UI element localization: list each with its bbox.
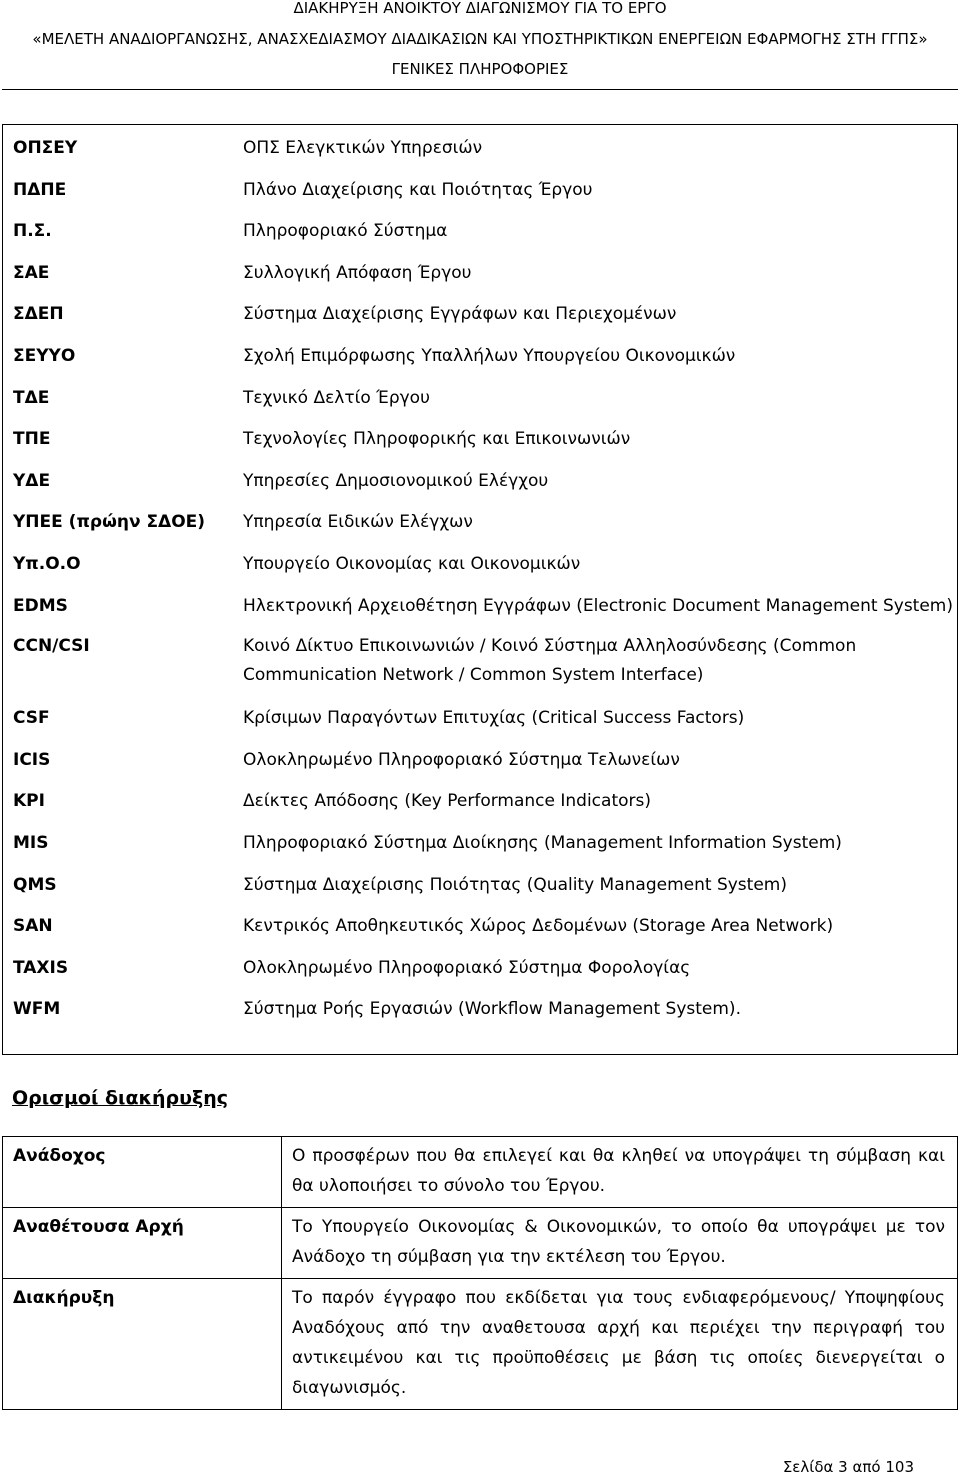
abbreviation-row [3,262,958,304]
abbreviation-meaning-text: Κρίσιμων Παραγόντων Επιτυχίας (Critical Success Factors) [243,708,745,729]
abbreviation-meaning-text: Σχολή Επιμόρφωσης Υπαλλήλων Υπουργείου Οικονομικών [243,345,736,366]
abbreviation-term-text: ΥΠΕΕ (πρώην ΣΔΟΕ) [13,512,206,533]
abbreviation-term-text: CSF [13,708,50,729]
definitions-title: Ορισμοί διακήρυξης [12,1087,228,1109]
abbreviation-term-text: SAN [13,916,53,937]
abbreviation-row [3,832,958,874]
abbreviation-meaning [231,428,958,470]
abbreviation-term [3,179,232,221]
abbreviation-meaning-text: Σύστημα Διαχείρισης Εγγράφων και Περιεχομένων [243,304,677,325]
abbreviation-meaning [231,790,958,832]
abbreviation-row [3,387,958,429]
abbreviation-meaning [231,125,958,179]
abbreviation-meaning [231,595,958,637]
abbreviation-meaning-text: Ολοκληρωμένο Πληροφοριακό Σύστημα Φορολογίας [243,957,691,978]
abbreviation-term [3,707,232,749]
abbreviation-row [3,749,958,791]
abbreviation-row [3,595,958,637]
abbreviation-term [3,874,232,916]
abbreviation-meaning [231,998,958,1054]
abbreviation-term-text: QMS [13,874,57,895]
abbreviation-term-text: KPI [13,791,45,812]
abbreviation-term-text: MIS [13,832,49,853]
abbreviation-meaning [231,387,958,429]
abbreviations-table [2,124,958,1055]
abbreviation-meaning-text: Ηλεκτρονική Αρχειοθέτηση Εγγράφων (Electronic Document Management System) [243,595,953,616]
abbreviation-term-text: ICIS [13,749,51,770]
abbreviation-term-text: ΣΔΕΠ [13,304,64,325]
abbreviation-meaning-text: Σύστημα Ροής Εργασιών (Workflow Management System). [243,999,741,1020]
abbreviation-row [3,874,958,916]
abbreviation-meaning [231,636,958,707]
abbreviation-term [3,262,232,304]
abbreviation-term [3,749,232,791]
abbreviation-term-text: ΤΔΕ [13,387,50,408]
abbreviation-meaning [231,957,958,999]
abbreviation-term-text: Υπ.Ο.Ο [13,553,81,574]
header-line-2: «ΜΕΛΕΤΗ ΑΝΑΔΙΟΡΓΑΝΩΣΗΣ, ΑΝΑΣΧΕΔΙΑΣΜΟΥ ΔΙΑΔΙΚΑΣΙΩΝ ΚΑΙ ΥΠΟΣΤΗΡΙΚΤΙΚΩΝ ΕΝΕΡΓΕΙΩΝ ΕΦΑΡΜΟΓΗΣ ΣΤΗ ΓΓΠΣ» [32,30,928,48]
abbreviation-row [3,125,958,179]
abbreviation-row [3,303,958,345]
abbreviation-term-text: EDMS [13,595,68,616]
abbreviation-term-text: WFM [13,999,61,1020]
abbreviation-row [3,915,958,957]
abbreviation-term [3,636,232,707]
abbreviation-term [3,790,232,832]
abbreviation-term [3,957,232,999]
abbreviation-row [3,470,958,512]
header-divider [2,89,958,90]
abbreviation-term-text: ΠΔΠΕ [13,179,67,200]
abbreviation-meaning [231,874,958,916]
definition-term: Διακήρυξη [3,1279,282,1410]
abbreviation-row [3,998,958,1054]
definitions-table [2,1136,958,1410]
abbreviation-meaning-text: Κεντρικός Αποθηκευτικός Χώρος Δεδομένων (Storage Area Network) [243,916,834,937]
abbreviation-meaning-text: Πληροφοριακό Σύστημα Διοίκησης (Management Information System) [243,832,842,853]
abbreviation-meaning [231,553,958,595]
abbreviation-term-text: CCN/CSI [13,636,90,657]
abbreviation-row [3,790,958,832]
abbreviation-row [3,220,958,262]
abbreviation-row [3,636,958,707]
abbreviation-meaning-text: Κοινό Δίκτυο Επικοινωνιών / Κοινό Σύστημα Αλληλοσύνδεσης (Common Communication Network / Common System Interface) [243,636,857,686]
abbreviation-term [3,511,232,553]
abbreviation-meaning [231,345,958,387]
definition-row [3,1208,958,1279]
abbreviation-meaning-text: Υπουργείο Οικονομίας και Οικονομικών [243,553,581,574]
abbreviation-term [3,915,232,957]
definition-text: Το Υπουργείο Οικονομίας & Οικονομικών, το οποίο θα υπογράψει με τον Ανάδοχο τη σύμβαση για την εκτέλεση του Έργου. [282,1208,958,1279]
abbreviation-row [3,707,958,749]
definition-term: Αναθέτουσα Αρχή [3,1208,282,1279]
abbreviation-term-text: ΣΕΥΥΟ [13,345,76,366]
abbreviation-term-text: ΟΠΣΕΥ [13,138,78,158]
abbreviation-meaning [231,220,958,262]
abbreviation-meaning-text: Τεχνικό Δελτίο Έργου [243,387,430,408]
definition-row [3,1137,958,1208]
abbreviation-meaning [231,511,958,553]
abbreviation-meaning-text: Σύστημα Διαχείρισης Ποιότητας (Quality Management System) [243,874,787,895]
abbreviation-meaning [231,470,958,512]
abbreviation-term [3,998,232,1054]
abbreviation-meaning-text: Ολοκληρωμένο Πληροφοριακό Σύστημα Τελωνείων [243,749,680,770]
page-number: Σελίδα 3 από 103 [782,1458,914,1476]
abbreviation-term [3,220,232,262]
header-line-3: ΓΕΝΙΚΕΣ ΠΛΗΡΟΦΟΡΙΕΣ [391,60,569,78]
abbreviation-meaning-text: Πλάνο Διαχείρισης και Ποιότητας Έργου [243,179,593,200]
abbreviation-meaning [231,915,958,957]
abbreviation-term-text: ΤΠΕ [13,429,51,450]
abbreviation-meaning-text: Υπηρεσία Ειδικών Ελέγχων [243,512,473,533]
abbreviation-meaning [231,832,958,874]
abbreviation-meaning-text: Τεχνολογίες Πληροφορικής και Επικοινωνιών [243,429,631,450]
abbreviation-row [3,179,958,221]
abbreviation-meaning-text: Συλλογική Απόφαση Έργου [243,262,472,283]
abbreviation-term-text: Π.Σ. [13,221,52,242]
abbreviation-term [3,387,232,429]
definition-term: Ανάδοχος [3,1137,282,1208]
abbreviation-row [3,957,958,999]
abbreviation-row [3,553,958,595]
definition-text: Το παρόν έγγραφο που εκδίδεται για τους ενδιαφερόμενους/ Υποψηφίους Αναδόχους από την αναθετουσα αρχή και περιέχει την περιγραφή του αντικειμένου και τις προϋποθέσεις με βάση τις οποίες διενεργείται ο διαγωνισμός. [282,1279,958,1410]
abbreviation-meaning-text: ΟΠΣ Ελεγκτικών Υπηρεσιών [243,138,483,158]
abbreviation-term-text: ΥΔΕ [13,470,51,491]
abbreviation-meaning [231,179,958,221]
abbreviation-meaning-text: Δείκτες Απόδοσης (Key Performance Indicators) [243,791,651,812]
abbreviation-meaning-text: Πληροφοριακό Σύστημα [243,221,448,242]
abbreviation-meaning [231,303,958,345]
abbreviation-meaning [231,262,958,304]
abbreviation-meaning [231,749,958,791]
abbreviation-term [3,595,232,637]
abbreviation-term [3,832,232,874]
abbreviation-row [3,428,958,470]
abbreviation-term [3,303,232,345]
abbreviation-term [3,470,232,512]
definition-row [3,1279,958,1410]
abbreviation-meaning-text: Υπηρεσίες Δημοσιονομικού Ελέγχου [243,470,549,491]
abbreviation-term-text: TAXIS [13,957,69,978]
abbreviation-meaning [231,707,958,749]
abbreviation-term [3,345,232,387]
abbreviation-row [3,345,958,387]
abbreviation-term [3,428,232,470]
abbreviation-row [3,511,958,553]
abbreviation-term-text: ΣΑΕ [13,262,50,283]
abbreviation-term [3,125,232,179]
definition-text: Ο προσφέρων που θα επιλεγεί και θα κληθεί να υπογράψει τη σύμβαση και θα υλοποιήσει το σύνολο του Έργου. [282,1137,958,1208]
abbreviation-term [3,553,232,595]
header-line-1: ΔΙΑΚΗΡΥΞΗ ΑΝΟΙΚΤΟΥ ΔΙΑΓΩΝΙΣΜΟΥ ΓΙΑ ΤΟ ΕΡΓΟ [293,0,667,17]
